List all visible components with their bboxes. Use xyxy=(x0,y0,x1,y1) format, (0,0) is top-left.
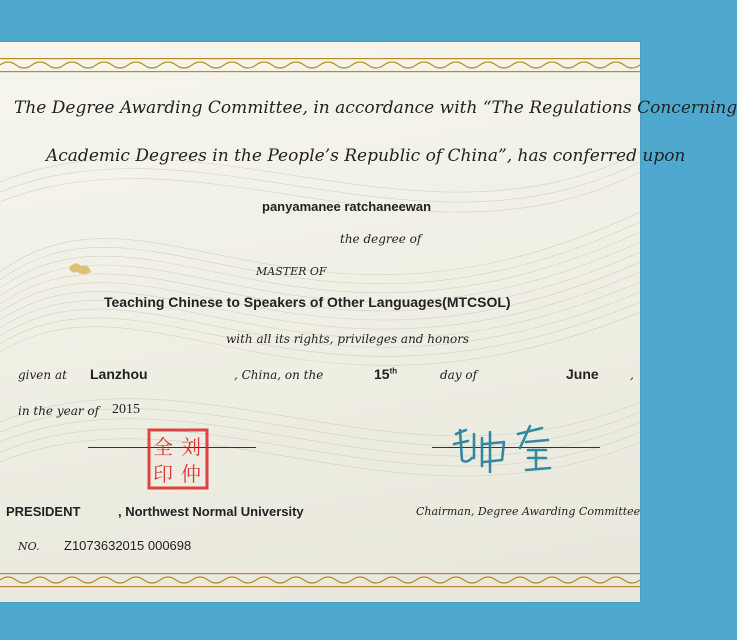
given-at-label: given at xyxy=(18,368,67,382)
trailing-comma: , xyxy=(630,368,634,382)
rights-line: with all its rights, privileges and honors xyxy=(226,332,470,346)
day-suffix: th xyxy=(389,366,398,376)
certificate-number-label: NO. xyxy=(18,540,40,553)
decorative-border-top xyxy=(0,56,640,74)
paper-stain xyxy=(66,258,94,276)
svg-text:刘: 刘 xyxy=(181,435,201,459)
svg-text:仲: 仲 xyxy=(181,462,201,486)
background-guilloche xyxy=(0,42,640,602)
certificate-paper xyxy=(0,42,737,602)
intro-line-2: Academic Degrees in the People’s Republic of China”, has conferred upon xyxy=(46,146,686,166)
day-of-label: day of xyxy=(440,368,478,382)
month: June xyxy=(566,366,599,382)
decorative-border-bottom xyxy=(0,571,640,589)
degree-of-label: the degree of xyxy=(340,232,422,246)
recipient-name: panyamanee ratchaneewan xyxy=(262,199,432,214)
degree-level: MASTER OF xyxy=(256,265,327,278)
degree-field: Teaching Chinese to Speakers of Other Languages(MTCSOL) xyxy=(104,294,511,310)
svg-text:全: 全 xyxy=(153,435,173,459)
president-label: PRESIDENT xyxy=(6,504,81,519)
country-on-label: , China, on the xyxy=(234,368,324,382)
year: 2015 xyxy=(112,402,140,417)
chairman-label: Chairman, Degree Awarding Committee xyxy=(416,505,641,518)
university-name: , Northwest Normal University xyxy=(118,504,304,519)
certificate-number: Z1073632015 000698 xyxy=(64,538,192,553)
chairman-signature xyxy=(448,420,578,476)
city: Lanzhou xyxy=(90,366,148,382)
day-number: 15th xyxy=(374,366,398,382)
year-label: in the year of xyxy=(18,404,100,418)
university-seal xyxy=(146,427,210,491)
svg-text:印: 印 xyxy=(153,462,173,486)
intro-line-1: The Degree Awarding Committee, in accordance with “The Regulations Concerning xyxy=(14,98,737,118)
